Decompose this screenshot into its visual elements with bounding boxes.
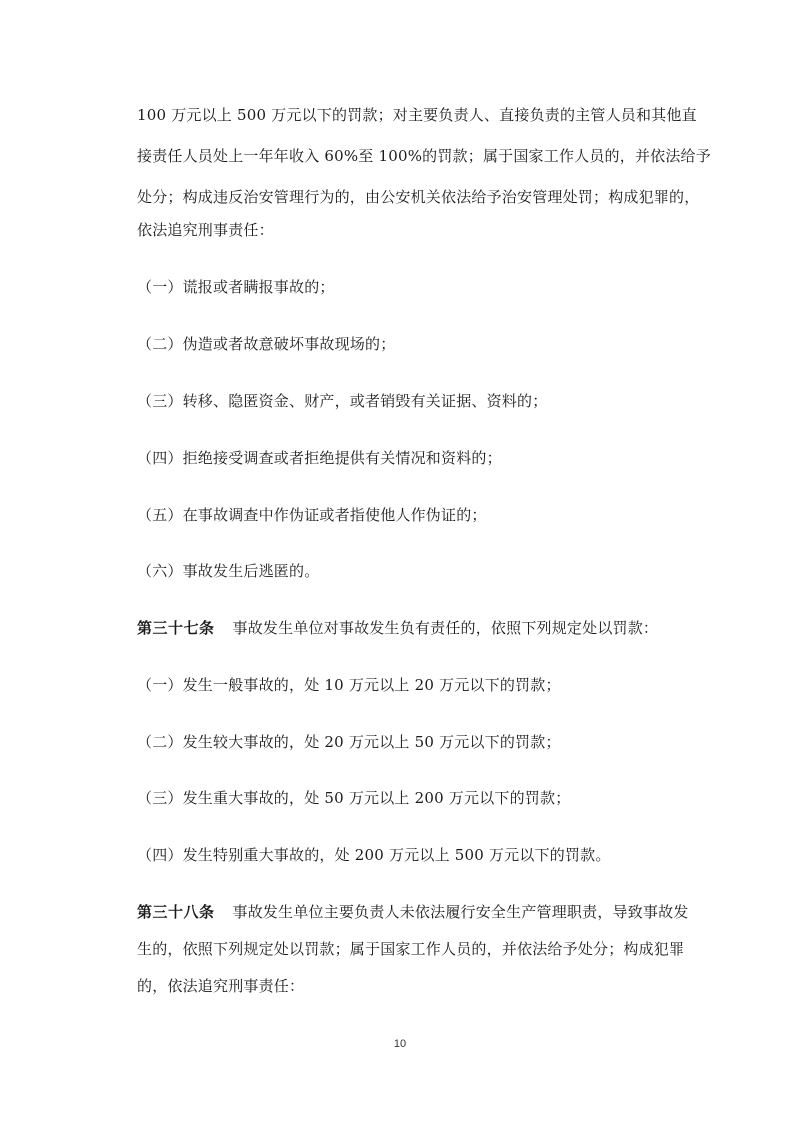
list-item: （五）在事故调查中作伪证或者指使他人作伪证的；: [137, 506, 487, 524]
article-38-text: 事故发生单位主要负责人未依法履行安全生产管理职责，导致事故发: [232, 903, 689, 921]
list-item: （四）拒绝接受调查或者拒绝提供有关情况和资料的；: [137, 449, 502, 467]
article-37-text: 事故发生单位对事故发生负有责任的，依照下列规定处以罚款：: [232, 619, 659, 637]
list-item: （一）发生一般事故的，处 10 万元以上 20 万元以下的罚款；: [137, 676, 561, 694]
list-item: （六）事故发生后逃匿的。: [137, 562, 320, 580]
list-item: （三）转移、隐匿资金、财产，或者销毁有关证据、资料的；: [137, 392, 548, 410]
list-item: （一）谎报或者瞒报事故的；: [137, 278, 335, 296]
list-item: （二）伪造或者故意破坏事故现场的；: [137, 335, 396, 353]
list-item: （二）发生较大事故的，处 20 万元以上 50 万元以下的罚款；: [137, 733, 561, 751]
article-38-heading: 第三十八条: [137, 903, 215, 921]
article-37: [137, 618, 677, 638]
paragraph-line: 的，依法追究刑事责任：: [137, 977, 305, 995]
list-item: （四）发生特别重大事故的，处 200 万元以上 500 万元以下的罚款。: [137, 846, 611, 864]
paragraph-line: 100 万元以上 500 万元以下的罚款；对主要负责人、直接负责的主管人员和其他直: [137, 106, 697, 124]
paragraph-line: 接责任人员处上一年年收入 60%至 100%的罚款；属于国家工作人员的，并依法给予: [137, 147, 711, 165]
paragraph-line: 生的，依照下列规定处以罚款；属于国家工作人员的，并依法给予处分；构成犯罪: [137, 940, 685, 958]
paragraph-line: 依法追究刑事责任：: [137, 221, 274, 239]
list-item: （三）发生重大事故的，处 50 万元以上 200 万元以下的罚款；: [137, 789, 571, 807]
article-38-first-line: [137, 902, 689, 922]
page-number: 10: [393, 1038, 407, 1050]
article-37-heading: 第三十七条: [137, 619, 215, 637]
paragraph-line: 处分；构成违反治安管理行为的，由公安机关依法给予治安管理处罚；构成犯罪的，: [137, 188, 700, 206]
